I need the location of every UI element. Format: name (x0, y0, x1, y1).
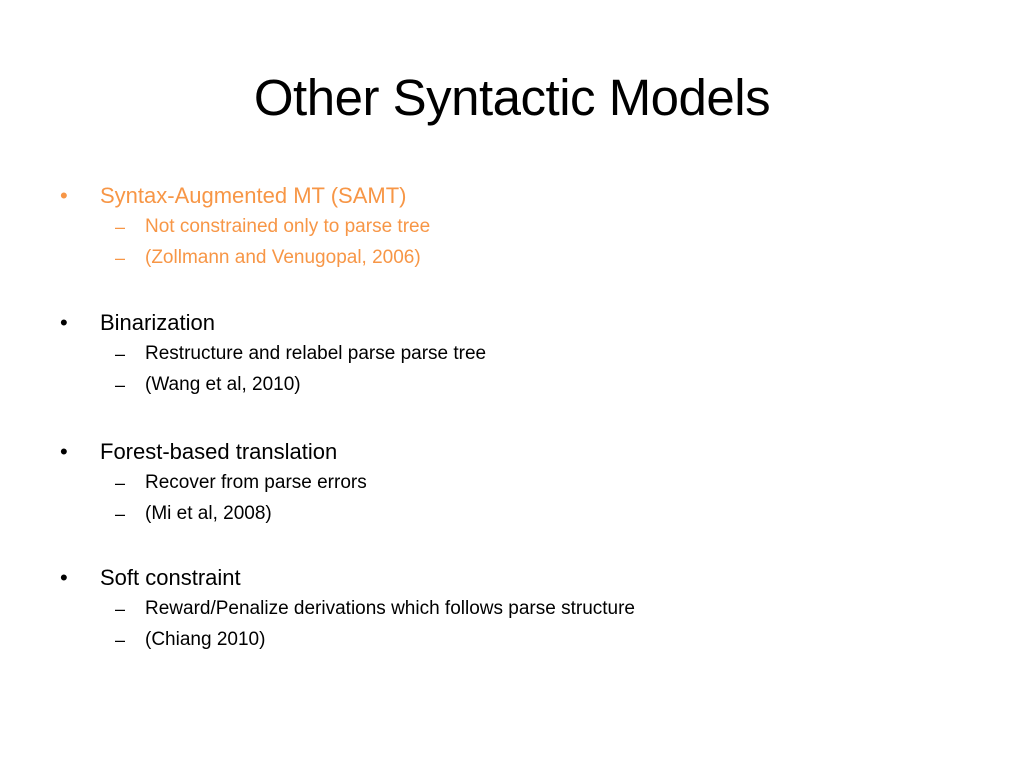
slide-title: Other Syntactic Models (253, 69, 771, 126)
sub-bullet-text: Restructure and relabel parse parse tree (145, 343, 487, 364)
sub-bullet-marker: – (115, 504, 126, 524)
bullet-text: Syntax-Augmented MT (SAMT) (100, 183, 407, 208)
sub-bullet-marker: – (115, 375, 126, 395)
sub-bullet-item (0, 213, 1024, 244)
bullet-item-binarization (0, 308, 1024, 402)
bullet-item-samt (0, 181, 1024, 275)
sub-bullet-text: (Mi et al, 2008) (145, 503, 272, 524)
sub-bullet-text: Reward/Penalize derivations which follows parse structure (145, 598, 636, 619)
bullet-marker: • (60, 183, 68, 208)
sub-bullet-text: (Chiang 2010) (145, 629, 266, 650)
sub-bullet-item (0, 626, 1024, 657)
sub-bullet-marker: – (115, 217, 126, 237)
bullet-marker: • (60, 439, 68, 464)
bullet-text: Soft constraint (100, 565, 241, 590)
bullet-text: Forest-based translation (100, 439, 338, 464)
sub-bullet-text: (Wang et al, 2010) (145, 374, 301, 395)
sub-bullet-marker: – (115, 344, 126, 364)
sub-bullet-item (0, 340, 1024, 371)
sub-bullet-item (0, 371, 1024, 402)
sub-bullet-text: Not constrained only to parse tree (145, 216, 431, 237)
sub-bullet-item (0, 595, 1024, 626)
sub-bullet-marker: – (115, 630, 126, 650)
sub-bullet-text: (Zollmann and Venugopal, 2006) (145, 247, 421, 268)
bullet-marker: • (60, 310, 68, 335)
bullet-item-forest (0, 437, 1024, 531)
sub-bullet-item (0, 500, 1024, 531)
sub-bullet-marker: – (115, 248, 126, 268)
sub-bullet-marker: – (115, 473, 126, 493)
bullet-marker: • (60, 565, 68, 590)
bullet-text: Binarization (100, 310, 215, 335)
sub-bullet-text: Recover from parse errors (145, 472, 367, 493)
sub-bullet-item (0, 244, 1024, 275)
bullet-item-soft-constraint (0, 563, 1024, 657)
sub-bullet-marker: – (115, 599, 126, 619)
sub-bullet-item (0, 469, 1024, 500)
